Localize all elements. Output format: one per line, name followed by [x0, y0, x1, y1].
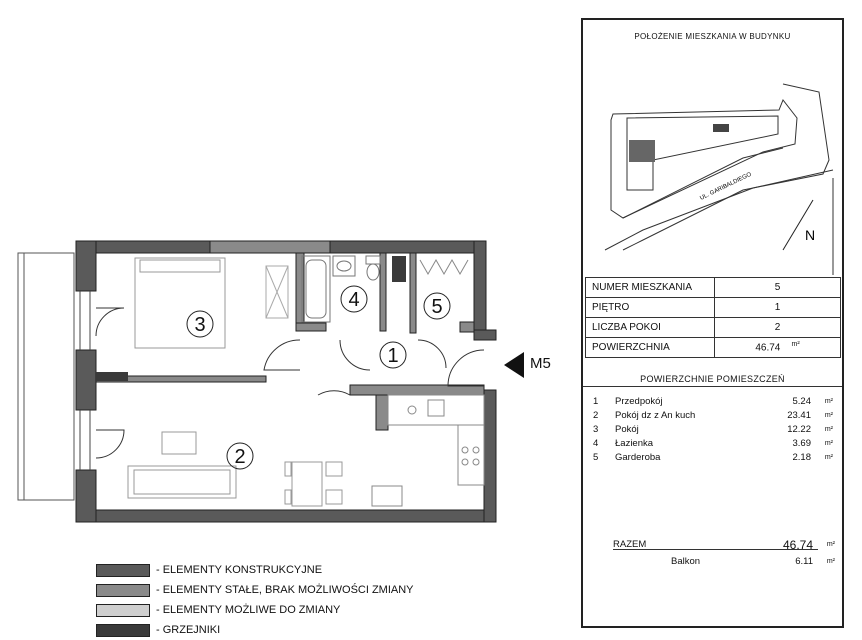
info-label: POWIERZCHNIA — [586, 338, 715, 358]
bed — [135, 258, 225, 348]
legend-swatch — [96, 604, 150, 617]
entrance-label: M5 — [530, 355, 551, 372]
living-furniture — [128, 432, 342, 506]
street-label: UL. GARIBALDIEGO — [699, 171, 753, 202]
room-area: 5.24 — [792, 395, 811, 407]
area-value: 46.74 — [755, 342, 781, 354]
room-name: Przedpokój — [615, 395, 663, 407]
room-unit: m² — [824, 397, 833, 405]
info-table — [585, 277, 841, 358]
room-number-3 — [187, 311, 213, 337]
wardrobe — [266, 266, 288, 318]
room-unit: m² — [824, 439, 833, 447]
sink — [333, 256, 355, 276]
divider — [583, 386, 842, 387]
area-unit: m² — [791, 341, 800, 349]
toilet — [366, 256, 380, 280]
room-area: 3.69 — [792, 437, 811, 449]
room-no: 1 — [593, 395, 599, 407]
info-value — [715, 338, 841, 358]
room-name: Pokój dz z An kuch — [615, 409, 696, 421]
location-map — [583, 40, 842, 280]
info-label: NUMER MIESZKANIA — [586, 278, 715, 298]
list-item — [593, 394, 833, 408]
room-name: Łazienka — [615, 437, 654, 449]
legend-item — [96, 580, 414, 600]
doors — [96, 308, 484, 458]
info-value: 5 — [715, 278, 841, 298]
svg-text:5: 5 — [431, 296, 443, 318]
info-label: PIĘTRO — [586, 298, 715, 318]
list-item — [593, 436, 833, 450]
legend-label: - GRZEJNIKI — [156, 624, 221, 636]
room-no: 5 — [593, 451, 599, 463]
info-panel — [581, 18, 844, 628]
entrance-arrow — [504, 352, 524, 378]
room-number-1 — [380, 342, 406, 368]
info-label: LICZBA POKOI — [586, 318, 715, 338]
info-row — [586, 278, 841, 298]
total-label: RAZEM — [613, 539, 647, 550]
room-unit: m² — [824, 453, 833, 461]
room-name: Garderoba — [615, 451, 661, 463]
list-item — [593, 450, 833, 464]
closet-rails — [420, 260, 468, 274]
room-no: 4 — [593, 437, 599, 449]
room-area: 2.18 — [792, 451, 811, 463]
svg-text:3: 3 — [194, 314, 206, 336]
rooms-list — [593, 394, 833, 464]
room-unit: m² — [824, 411, 833, 419]
legend-item — [96, 560, 414, 580]
room-no: 2 — [593, 409, 599, 421]
room-area: 12.22 — [787, 423, 811, 435]
rooms-title: POWIERZCHNIE POMIESZCZEŃ — [640, 374, 785, 384]
info-row — [586, 298, 841, 318]
legend-swatch — [96, 624, 150, 637]
info-row — [586, 318, 841, 338]
balcony-area: 6.11 — [795, 556, 813, 567]
balcony-row — [613, 553, 835, 570]
room-number-4 — [341, 286, 367, 312]
legend-item — [96, 620, 414, 640]
legend-label: - ELEMENTY MOŻLIWE DO ZMIANY — [156, 604, 341, 616]
kitchen — [372, 395, 484, 506]
list-item — [593, 408, 833, 422]
radiators — [96, 256, 406, 381]
totals — [613, 536, 835, 570]
room-unit: m² — [824, 425, 833, 433]
svg-text:1: 1 — [387, 345, 399, 367]
list-item — [593, 422, 833, 436]
total-row — [613, 536, 835, 553]
legend-swatch — [96, 584, 150, 597]
legend-label: - ELEMENTY STAŁE, BRAK MOŻLIWOŚCI ZMIANY — [156, 584, 414, 596]
room-no: 3 — [593, 423, 599, 435]
legend-swatch — [96, 564, 150, 577]
room-number-5 — [424, 293, 450, 319]
location-title: POŁOŻENIE MIESZKANIA W BUDYNKU — [634, 32, 791, 41]
divider — [613, 549, 818, 550]
balcony-label: Balkon — [671, 556, 701, 567]
legend — [96, 560, 414, 640]
balcony — [18, 253, 74, 500]
legend-label: - ELEMENTY KONSTRUKCYJNE — [156, 564, 323, 576]
room-name: Pokój — [615, 423, 639, 435]
svg-text:4: 4 — [348, 289, 360, 311]
balcony-unit: m² — [826, 558, 835, 565]
room-area: 23.41 — [787, 409, 811, 421]
legend-item — [96, 600, 414, 620]
bathtub — [302, 256, 330, 322]
info-value: 1 — [715, 298, 841, 318]
info-value: 2 — [715, 318, 841, 338]
info-row — [586, 338, 841, 358]
total-area: 46.74 — [782, 537, 813, 552]
north-label: N — [805, 227, 816, 243]
total-unit: m² — [826, 541, 835, 548]
svg-text:2: 2 — [234, 446, 246, 468]
room-number-2 — [227, 443, 253, 469]
